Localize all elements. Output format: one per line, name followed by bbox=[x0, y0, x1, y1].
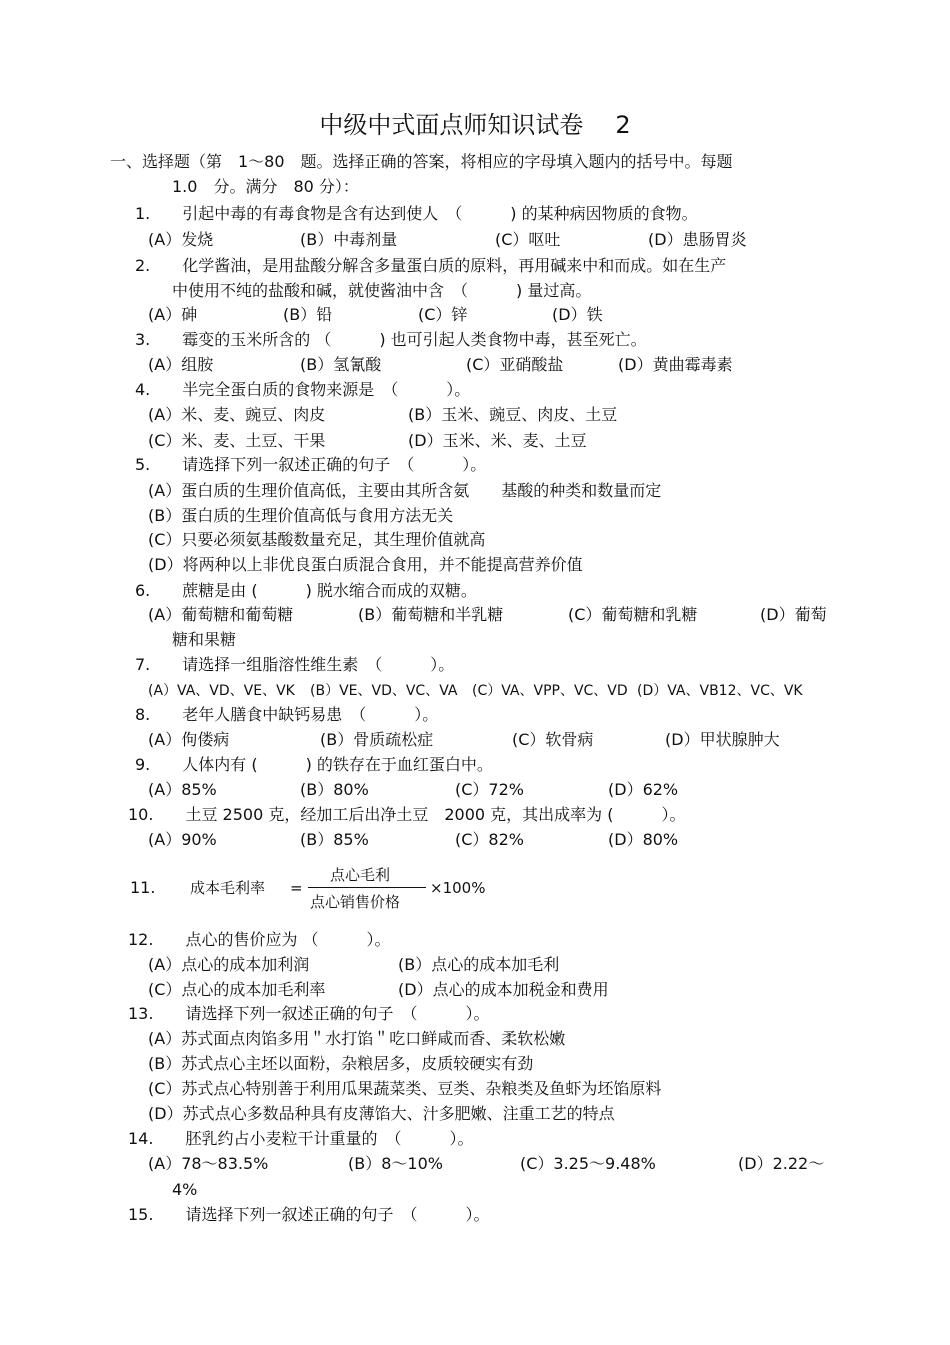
q9-option-c: (C）72% bbox=[455, 780, 524, 799]
q2-option-a: (A）砷 bbox=[148, 305, 198, 324]
section-heading: 一、选择题（第 1～80 题。选择正确的答案，将相应的字母填入题内的括号中。每题 bbox=[110, 152, 733, 171]
q13-option-d: (D）苏式点心多数品种具有皮薄馅大、汁多肥嫩、注重工艺的特点 bbox=[148, 1104, 615, 1123]
q11-multiplier: ×100% bbox=[430, 879, 486, 897]
q5-option-a: (A）蛋白质的生理价值高低，主要由其所含氨 基酸的种类和数量而定 bbox=[148, 481, 662, 500]
q10-option-d: (D）80% bbox=[608, 830, 679, 849]
q8-option-b: (B）骨质疏松症 bbox=[320, 730, 434, 749]
question-15: 15. 请选择下列一叙述正确的句子 （ ）。 bbox=[128, 1205, 490, 1224]
q9-option-a: (A）85% bbox=[148, 780, 217, 799]
q3-option-c: (C）亚硝酸盐 bbox=[466, 355, 564, 374]
q13-option-b: (B）苏式点心主坯以面粉，杂粮居多，皮质较硬实有劲 bbox=[148, 1054, 534, 1073]
q12-option-b: (B）点心的成本加毛利 bbox=[398, 955, 560, 974]
question-4: 4. 半完全蛋白质的食物来源是 （ ）。 bbox=[135, 380, 471, 399]
q11-denominator: 点心销售价格 bbox=[310, 893, 401, 911]
q13-option-c: (C）苏式点心特别善于利用瓜果蔬菜类、豆类、杂粮类及鱼虾为坯馅原料 bbox=[148, 1079, 662, 1098]
question-5: 5. 请选择下列一叙述正确的句子 （ ）。 bbox=[135, 455, 487, 474]
q6-option-d-cont: 糖和果糖 bbox=[172, 630, 237, 649]
question-13: 13. 请选择下列一叙述正确的句子 （ ）。 bbox=[128, 1004, 490, 1023]
q8-option-a: (A）佝偻病 bbox=[148, 730, 230, 749]
q3-option-a: (A）组胺 bbox=[148, 355, 214, 374]
q12-option-c: (C）点心的成本加毛利率 bbox=[148, 980, 326, 999]
question-2-cont: 中使用不纯的盐酸和碱，就使酱油中含 （ ) 量过高。 bbox=[172, 281, 592, 300]
q5-option-c: (C）只要必须氨基酸数量充足，其生理价值就高 bbox=[148, 530, 486, 549]
page-title bbox=[0, 110, 950, 140]
title-text: 中级中式面点师知识试卷 bbox=[319, 111, 584, 139]
title-number: 2 bbox=[615, 111, 631, 139]
question-3: 3. 霉变的玉米所含的 （ ) 也可引起人类食物中毒，甚至死亡。 bbox=[135, 330, 647, 349]
q8-option-d: (D）甲状腺肿大 bbox=[665, 730, 780, 749]
q4-option-d: (D）玉米、米、麦、土豆 bbox=[408, 431, 587, 450]
q7-option-d: (D）VA、VB12、VC、VK bbox=[637, 683, 803, 699]
q3-option-d: (D）黄曲霉毒素 bbox=[618, 355, 733, 374]
q12-option-a: (A）点心的成本加利润 bbox=[148, 955, 310, 974]
q14-option-c: (C）3.25～9.48% bbox=[520, 1154, 656, 1173]
section-heading-cont: 1.0 分。满分 80 分）： bbox=[172, 177, 359, 196]
q8-option-c: (C）软骨病 bbox=[512, 730, 594, 749]
q6-option-b: (B）葡萄糖和半乳糖 bbox=[358, 605, 504, 624]
q2-option-d: (D）铁 bbox=[552, 305, 603, 324]
question-12: 12. 点心的售价应为 （ ）。 bbox=[128, 930, 391, 949]
q12-option-d: (D）点心的成本加税金和费用 bbox=[398, 980, 609, 999]
question-9: 9. 人体内有 ( ) 的铁存在于血红蛋白中。 bbox=[135, 755, 493, 774]
q14-option-a: (A）78～83.5% bbox=[148, 1154, 269, 1173]
q7-option-a: (A）VA、VD、VE、VK bbox=[148, 683, 295, 699]
q14-option-d: (D）2.22～ bbox=[738, 1154, 825, 1173]
question-11-number: 11. bbox=[130, 878, 156, 897]
q13-option-a: (A）苏式面点肉馅多用＂水打馅＂吃口鲜咸而香、柔软松嫩 bbox=[148, 1029, 566, 1048]
q9-option-b: (B）80% bbox=[300, 780, 369, 799]
q7-option-c: (C）VA、VPP、VC、VD bbox=[472, 683, 628, 699]
q4-option-b: (B）玉米、豌豆、肉皮、土豆 bbox=[408, 405, 618, 424]
q6-option-a: (A）葡萄糖和葡萄糖 bbox=[148, 605, 294, 624]
question-2: 2. 化学酱油，是用盐酸分解含多量蛋白质的原料，再用碱来中和而成。如在生产 bbox=[135, 256, 727, 275]
q2-option-b: (B）铅 bbox=[283, 305, 333, 324]
q5-option-b: (B）蛋白质的生理价值高低与食用方法无关 bbox=[148, 506, 454, 525]
question-10: 10. 土豆 2500 克，经加工后出净土豆 2000 克，其出成率为 ( ）。 bbox=[128, 805, 686, 824]
q11-formula-label: 成本毛利率 bbox=[190, 879, 266, 897]
q6-option-d: (D）葡萄 bbox=[760, 605, 827, 624]
q11-equals: = bbox=[290, 879, 303, 897]
q10-option-c: (C）82% bbox=[455, 830, 524, 849]
question-1: 1. 引起中毒的有毒食物是含有达到使人 （ ) 的某种病因物质的食物。 bbox=[135, 204, 698, 223]
q14-option-b: (B）8～10% bbox=[348, 1154, 443, 1173]
q6-option-c: (C）葡萄糖和乳糖 bbox=[568, 605, 698, 624]
q1-option-d: (D）患肠胃炎 bbox=[648, 230, 747, 249]
q1-option-b: (B）中毒剂量 bbox=[300, 230, 398, 249]
q1-option-c: (C）呕吐 bbox=[495, 230, 561, 249]
fraction-bar bbox=[308, 887, 426, 888]
q4-option-a: (A）米、麦、豌豆、肉皮 bbox=[148, 405, 326, 424]
question-7: 7. 请选择一组脂溶性维生素 （ ）。 bbox=[135, 655, 455, 674]
q5-option-d: (D）将两种以上非优良蛋白质混合食用，并不能提高营养价值 bbox=[148, 555, 583, 574]
q2-option-c: (C）锌 bbox=[418, 305, 468, 324]
q14-option-d-cont: 4% bbox=[172, 1180, 198, 1199]
q1-option-a: (A）发烧 bbox=[148, 230, 214, 249]
q4-option-c: (C）米、麦、土豆、干果 bbox=[148, 431, 326, 450]
question-6: 6. 蔗糖是由 ( ) 脱水缩合而成的双糖。 bbox=[135, 581, 477, 600]
q7-option-b: (B）VE、VD、VC、VA bbox=[310, 683, 458, 699]
q3-option-b: (B）氢氰酸 bbox=[300, 355, 382, 374]
q10-option-a: (A）90% bbox=[148, 830, 217, 849]
q11-numerator: 点心毛利 bbox=[330, 866, 391, 884]
q10-option-b: (B）85% bbox=[300, 830, 369, 849]
question-14: 14. 胚乳约占小麦粒干计重量的 （ ）。 bbox=[128, 1129, 474, 1148]
question-8: 8. 老年人膳食中缺钙易患 （ ）。 bbox=[135, 705, 439, 724]
q9-option-d: (D）62% bbox=[608, 780, 679, 799]
